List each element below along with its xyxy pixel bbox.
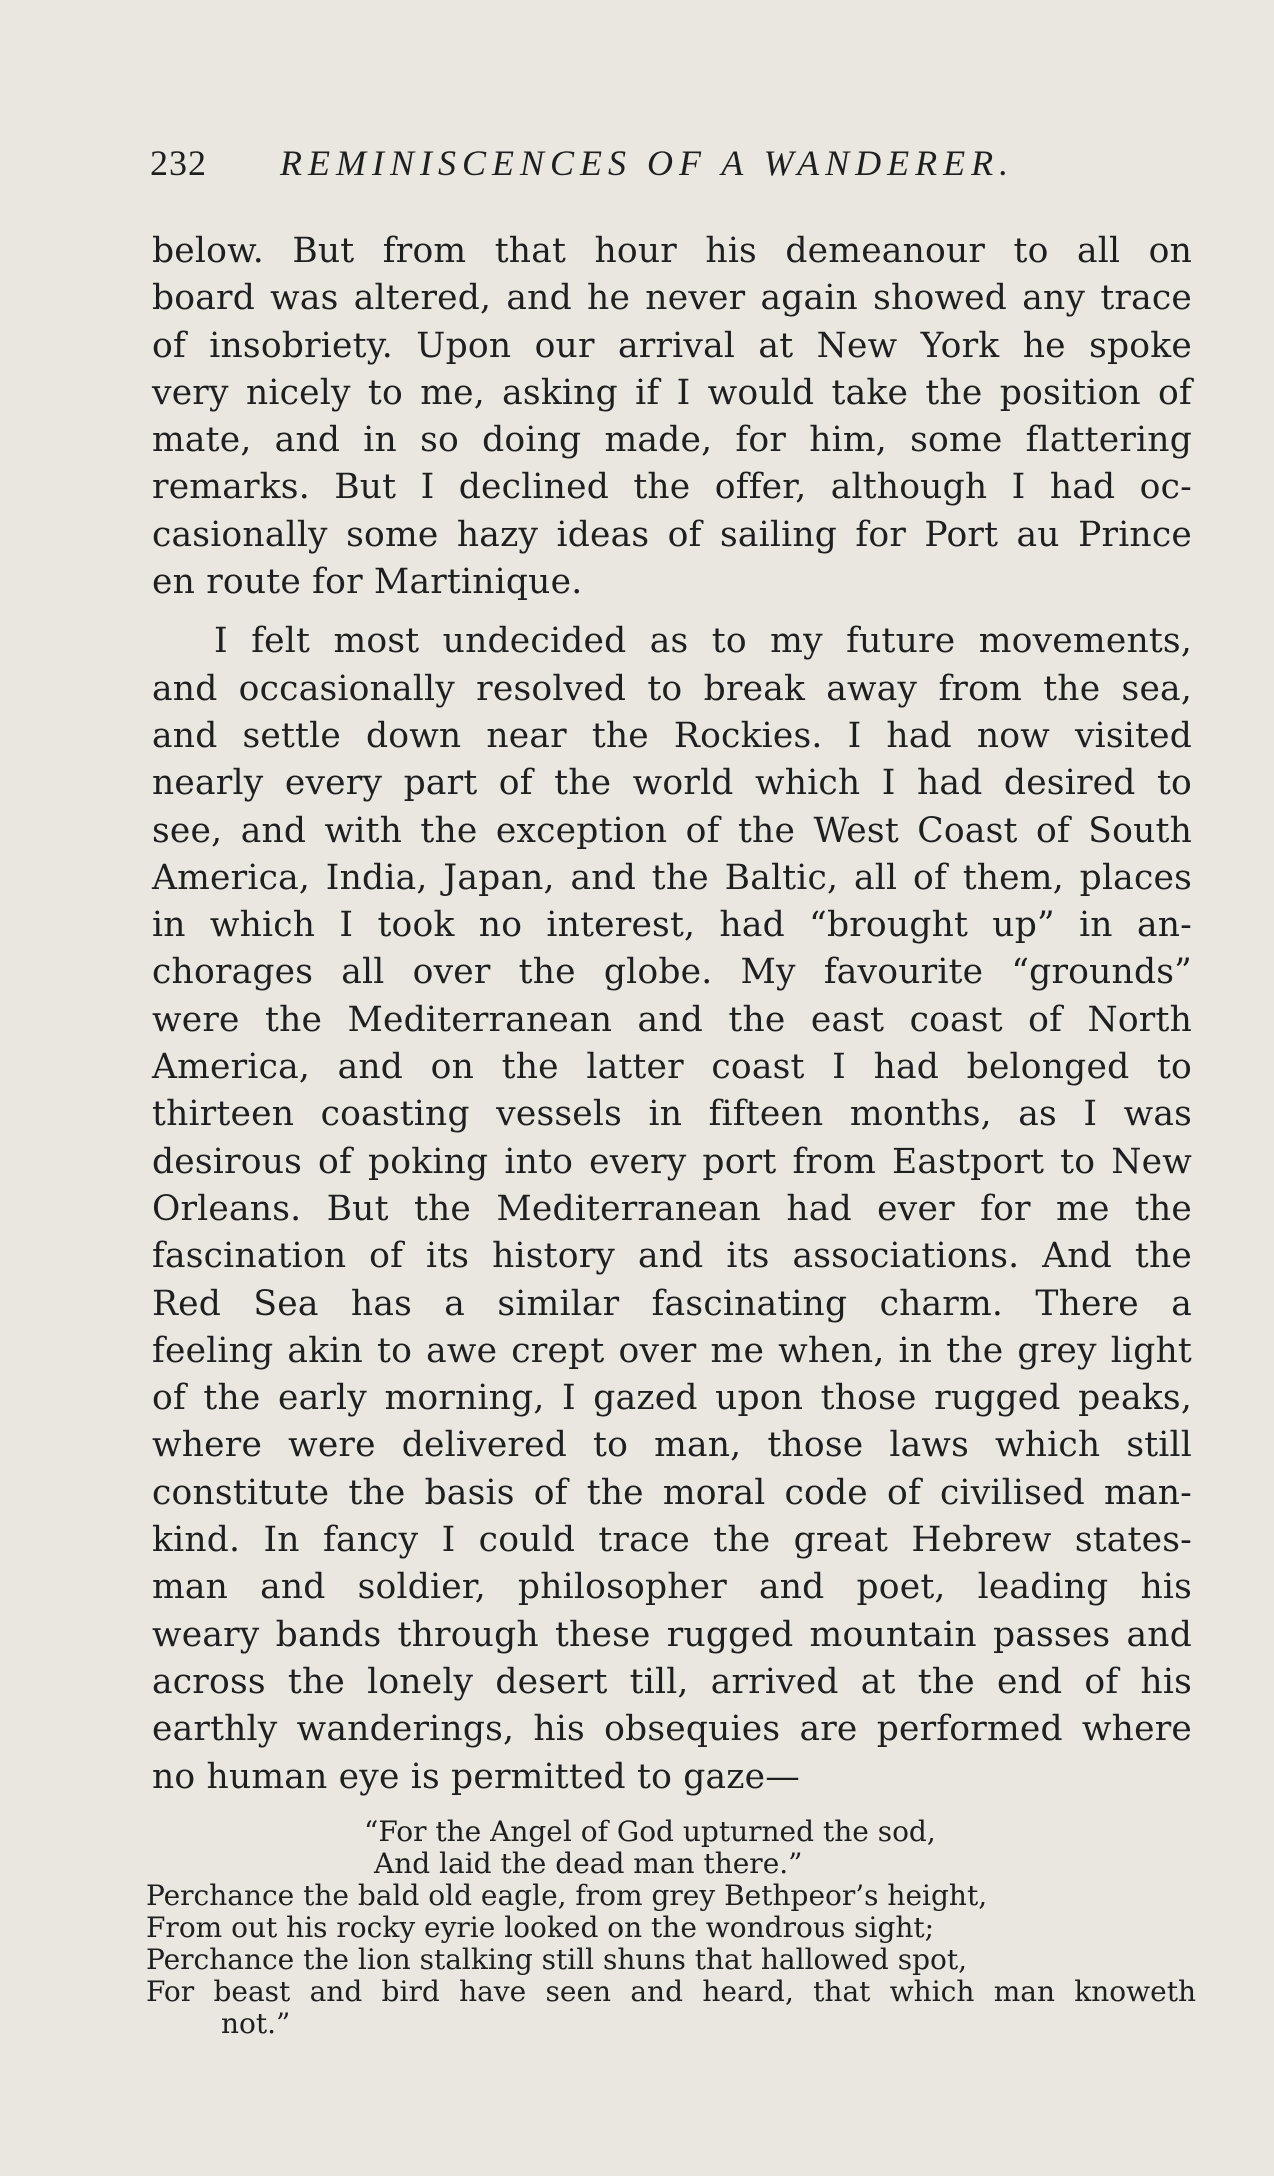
text-line: weary bands through these rugged mountain passes and (152, 1614, 1192, 1655)
poem-line: For beast and bird have seen and heard, that which man knoweth (146, 1975, 1196, 2008)
running-title: REMINISCENCES OF A WANDERER. (280, 143, 1015, 183)
paragraph-2 (152, 618, 1192, 1800)
text-line: chorages all over the globe. My favourite “grounds” (152, 952, 1192, 993)
text-line: man and soldier, philosopher and poet, leading his (152, 1567, 1192, 1608)
text-line: earthly wanderings, his obsequies are performed where (152, 1709, 1192, 1750)
text-line: in which I took no interest, had “brought up” in an- (152, 905, 1192, 946)
paragraph-spacer (152, 606, 1192, 618)
text-line: across the lonely desert till, arrived at the end of his (152, 1661, 1192, 1702)
text-line: board was altered, and he never again showed any trace (152, 278, 1192, 319)
text-line: see, and with the exception of the West Coast of South (152, 810, 1192, 851)
text-line: en route for Martinique. (152, 562, 583, 603)
text-line: fascination of its history and its associations. And the (152, 1236, 1192, 1277)
text-line: nearly every part of the world which I had desired to (152, 763, 1192, 804)
page-header (150, 142, 1195, 192)
text-line: below. But from that hour his demeanour to all on (152, 231, 1192, 271)
text-line: remarks. But I declined the offer, although I had oc- (152, 467, 1192, 508)
text-line: of insobriety. Upon our arrival at New York he spoke (152, 325, 1192, 366)
poem-line: Perchance the bald old eagle, from grey Bethpeor’s height, (146, 1879, 988, 1912)
poem-quotation (146, 1816, 1196, 2040)
text-line: casionally some hazy ideas of sailing for Port au Prince (152, 514, 1192, 555)
poem-line: From out his rocky eyrie looked on the wondrous sight; (146, 1911, 935, 1944)
poem-line: not.” (221, 2007, 291, 2040)
text-line: Orleans. But the Mediterranean had ever for me the (152, 1188, 1192, 1229)
text-line: mate, and in so doing made, for him, some flattering (152, 420, 1192, 461)
poem-line: And laid the dead man there.” (374, 1847, 803, 1880)
text-line: and settle down near the Rockies. I had now visited (152, 715, 1192, 756)
text-line: were the Mediterranean and the east coast of North (152, 999, 1192, 1040)
text-line: very nicely to me, asking if I would take the position of (152, 372, 1192, 413)
text-line: no human eye is permitted to gaze— (152, 1756, 800, 1797)
poem-line: Perchance the lion stalking still shuns that hallowed spot, (146, 1943, 968, 1976)
paragraph-1 (152, 228, 1192, 606)
text-line: Red Sea has a similar fascinating charm. There a (152, 1283, 1192, 1324)
text-line: feeling akin to awe crept over me when, in the grey light (152, 1330, 1192, 1371)
text-line: constitute the basis of the moral code of civilised man- (152, 1472, 1192, 1513)
body-text (152, 228, 1192, 1801)
text-line: thirteen coasting vessels in fifteen months, as I was (152, 1094, 1192, 1135)
text-line: America, and on the latter coast I had belonged to (152, 1047, 1192, 1088)
text-line: of the early morning, I gazed upon those rugged peaks, (152, 1378, 1192, 1419)
text-line: kind. In fancy I could trace the great Hebrew states- (152, 1520, 1192, 1561)
text-line: and occasionally resolved to break away from the sea, (152, 668, 1192, 709)
text-line: I felt most undecided as to my future movements, (214, 621, 1192, 662)
text-line: desirous of poking into every port from Eastport to New (152, 1141, 1192, 1182)
page-number: 232 (150, 143, 207, 183)
text-line: America, India, Japan, and the Baltic, all of them, places (152, 857, 1192, 898)
text-line: where were delivered to man, those laws which still (152, 1425, 1192, 1466)
poem-line: “For the Angel of God upturned the sod, (364, 1815, 936, 1848)
